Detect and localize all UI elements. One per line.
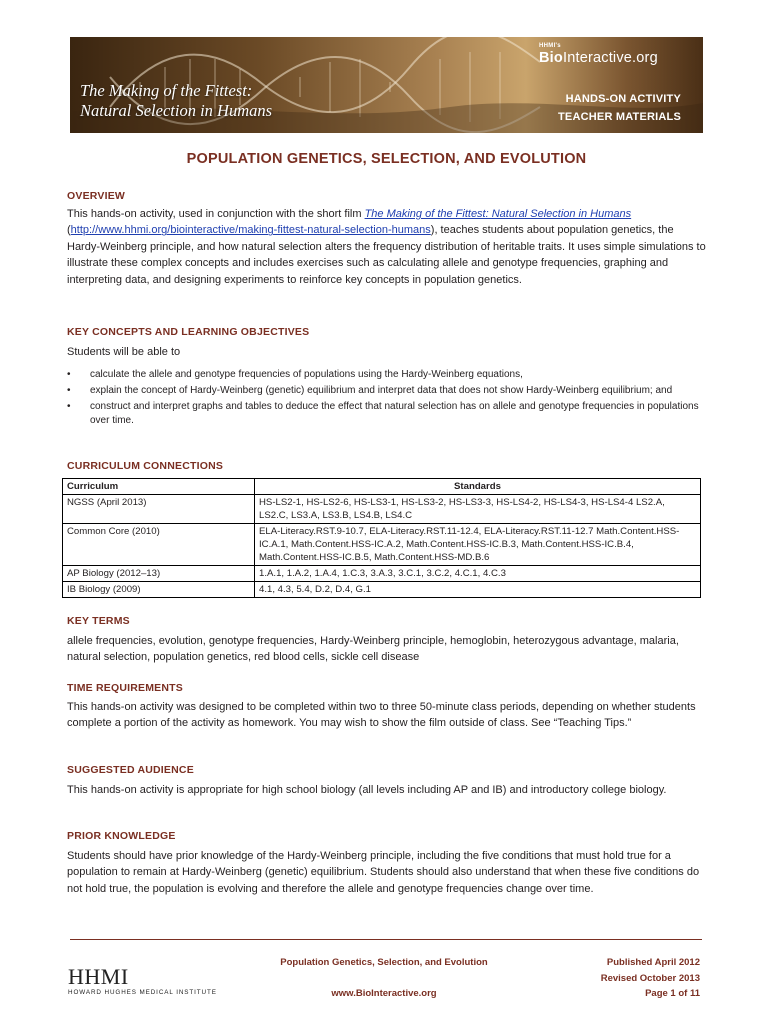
objective-item	[67, 368, 707, 381]
table-header-row	[63, 479, 701, 495]
banner-title-line2: Natural Selection in Humans	[80, 101, 273, 120]
curriculum-cell: Common Core (2010)	[63, 524, 255, 566]
curriculum-table	[62, 478, 701, 598]
revised-date: Revised October 2013	[600, 972, 700, 984]
activity-line1: HANDS-ON ACTIVITY	[565, 93, 681, 105]
banner-title-line1: The Making of the Fittest:	[80, 81, 253, 100]
time-text: This hands-on activity was designed to be completed within two to three 50-minute class periods, depending on whether students complete a portion of the activity as homework. You may wish to show the film outside of class. See “Teaching Tips.”	[67, 701, 696, 730]
column-header-curriculum: Curriculum	[63, 479, 255, 495]
footer-divider	[70, 939, 702, 940]
overview-paren: (	[67, 224, 71, 237]
page-number: Page 1 of 11	[645, 988, 700, 999]
time-heading: TIME REQUIREMENTS	[67, 682, 183, 694]
curriculum-heading: CURRICULUM CONNECTIONS	[67, 460, 224, 472]
curriculum-cell: IB Biology (2009)	[63, 582, 255, 598]
audience-heading: SUGGESTED AUDIENCE	[67, 764, 194, 776]
objective-text: calculate the allele and genotype frequencies of populations using the Hardy-Weinberg equations,	[90, 369, 523, 380]
bullet-icon: •	[67, 401, 71, 413]
objective-item	[67, 384, 707, 397]
banner-film-title	[80, 81, 272, 121]
table-row	[63, 524, 701, 566]
key-terms-text: allele frequencies, evolution, genotype frequencies, Hardy-Weinberg principle, hemoglobin, heterozygous advantage, malaria, natural selection, population genetics, red blood cells, sickle cell disease	[67, 635, 679, 664]
logo-hhmi-prefix: HHMI's	[539, 43, 561, 49]
biointeractive-logo[interactable]	[539, 50, 658, 66]
table-row	[63, 566, 701, 582]
footer-site-link[interactable]: www.BioInteractive.org	[331, 988, 437, 999]
prior-knowledge-text: Students should have prior knowledge of the Hardy-Weinberg principle, including the five conditions that must hold true for a population to remain at Hardy-Weinberg (genetic) equilibrium. Students should also understand that when these five conditions do not hold true, the population is evolving and therefore the allele and genotype frequencies change over time.	[67, 850, 700, 895]
overview-heading: OVERVIEW	[67, 190, 126, 202]
key-concepts-heading: KEY CONCEPTS AND LEARNING OBJECTIVES	[67, 326, 310, 338]
logo-bio: Bio	[539, 50, 563, 66]
overview-text	[67, 206, 707, 288]
objectives-list	[67, 368, 707, 430]
bullet-icon: •	[67, 369, 71, 380]
column-header-standards: Standards	[255, 479, 701, 495]
key-concepts-intro: Students will be able to	[67, 346, 181, 358]
curriculum-cell: NGSS (April 2013)	[63, 495, 255, 524]
standards-cell: 1.A.1, 1.A.2, 1.A.4, 1.C.3, 3.A.3, 3.C.1, 3.C.2, 4.C.1, 4.C.3	[255, 566, 701, 582]
overview-post: ), teaches students about population genetics, the Hardy-Weinberg principle, and how natural selection alters the frequency distribution of heritable traits. It uses simple simulations to illustrate these complex concepts and includes exercises such as calculating allele and genotype frequencies, graphing and interpreting data, and designing experiments to reinforce key concepts in population genetics.	[67, 224, 706, 286]
logo-interactive: Interactive.org	[562, 50, 658, 66]
film-url-link[interactable]: http://www.hhmi.org/biointeractive/making-fittest-natural-selection-humans	[70, 224, 431, 237]
overview-pre: This hands-on activity, used in conjunction with the short film	[67, 208, 365, 220]
objective-text: construct and interpret graphs and tables to deduce the effect that natural selection has on allele and genotype frequencies in populations over time.	[90, 401, 699, 426]
curriculum-cell: AP Biology (2012–13)	[63, 566, 255, 582]
standards-cell: 4.1, 4.3, 5.4, D.2, D.4, G.1	[255, 582, 701, 598]
film-link[interactable]: The Making of the Fittest: Natural Selection in Humans	[364, 208, 632, 220]
activity-type	[558, 90, 681, 126]
audience-text: This hands-on activity is appropriate for high school biology (all levels including AP and IB) and introductory college biology.	[67, 784, 667, 796]
objective-item	[67, 400, 707, 426]
header-banner	[70, 37, 703, 133]
objective-text: explain the concept of Hardy-Weinberg (genetic) equilibrium and interpret data that does not show Hardy-Weinberg equilibrium; and	[90, 385, 673, 397]
prior-knowledge-heading: PRIOR KNOWLEDGE	[67, 830, 176, 842]
standards-cell: HS-LS2-1, HS-LS2-6, HS-LS3-1, HS-LS3-2, HS-LS3-3, HS-LS4-2, HS-LS4-3, HS-LS4-4 LS2.A, LS2.C, LS3.A, LS3.B, LS4.B, LS4.C	[255, 495, 701, 524]
table-row	[63, 582, 701, 598]
bullet-icon: •	[67, 385, 71, 397]
standards-cell: ELA-Literacy.RST.9-10.7, ELA-Literacy.RST.11-12.4, ELA-Literacy.RST.11-12.7 Math.Content.HSS-IC.A.1, Math.Content.HSS-IC.A.2, Math.Content.HSS-IC.B.3, Math.Content.HSS-IC.B.4, Math.Content.HSS-IC.B.5, Math.Content.HSS-MD.B.6	[255, 524, 701, 566]
hhmi-full-name: HOWARD HUGHES MEDICAL INSTITUTE	[68, 989, 217, 996]
key-terms-heading: KEY TERMS	[67, 615, 130, 627]
footer-publication-info	[601, 955, 700, 1002]
published-date: Published April 2012	[606, 957, 700, 968]
table-row	[63, 495, 701, 524]
footer-doc-title: Population Genetics, Selection, and Evolution	[280, 957, 488, 968]
activity-line2: TEACHER MATERIALS	[558, 111, 681, 123]
page-title: POPULATION GENETICS, SELECTION, AND EVOLUTION	[186, 151, 587, 167]
hhmi-logo: HHMI	[68, 964, 129, 989]
